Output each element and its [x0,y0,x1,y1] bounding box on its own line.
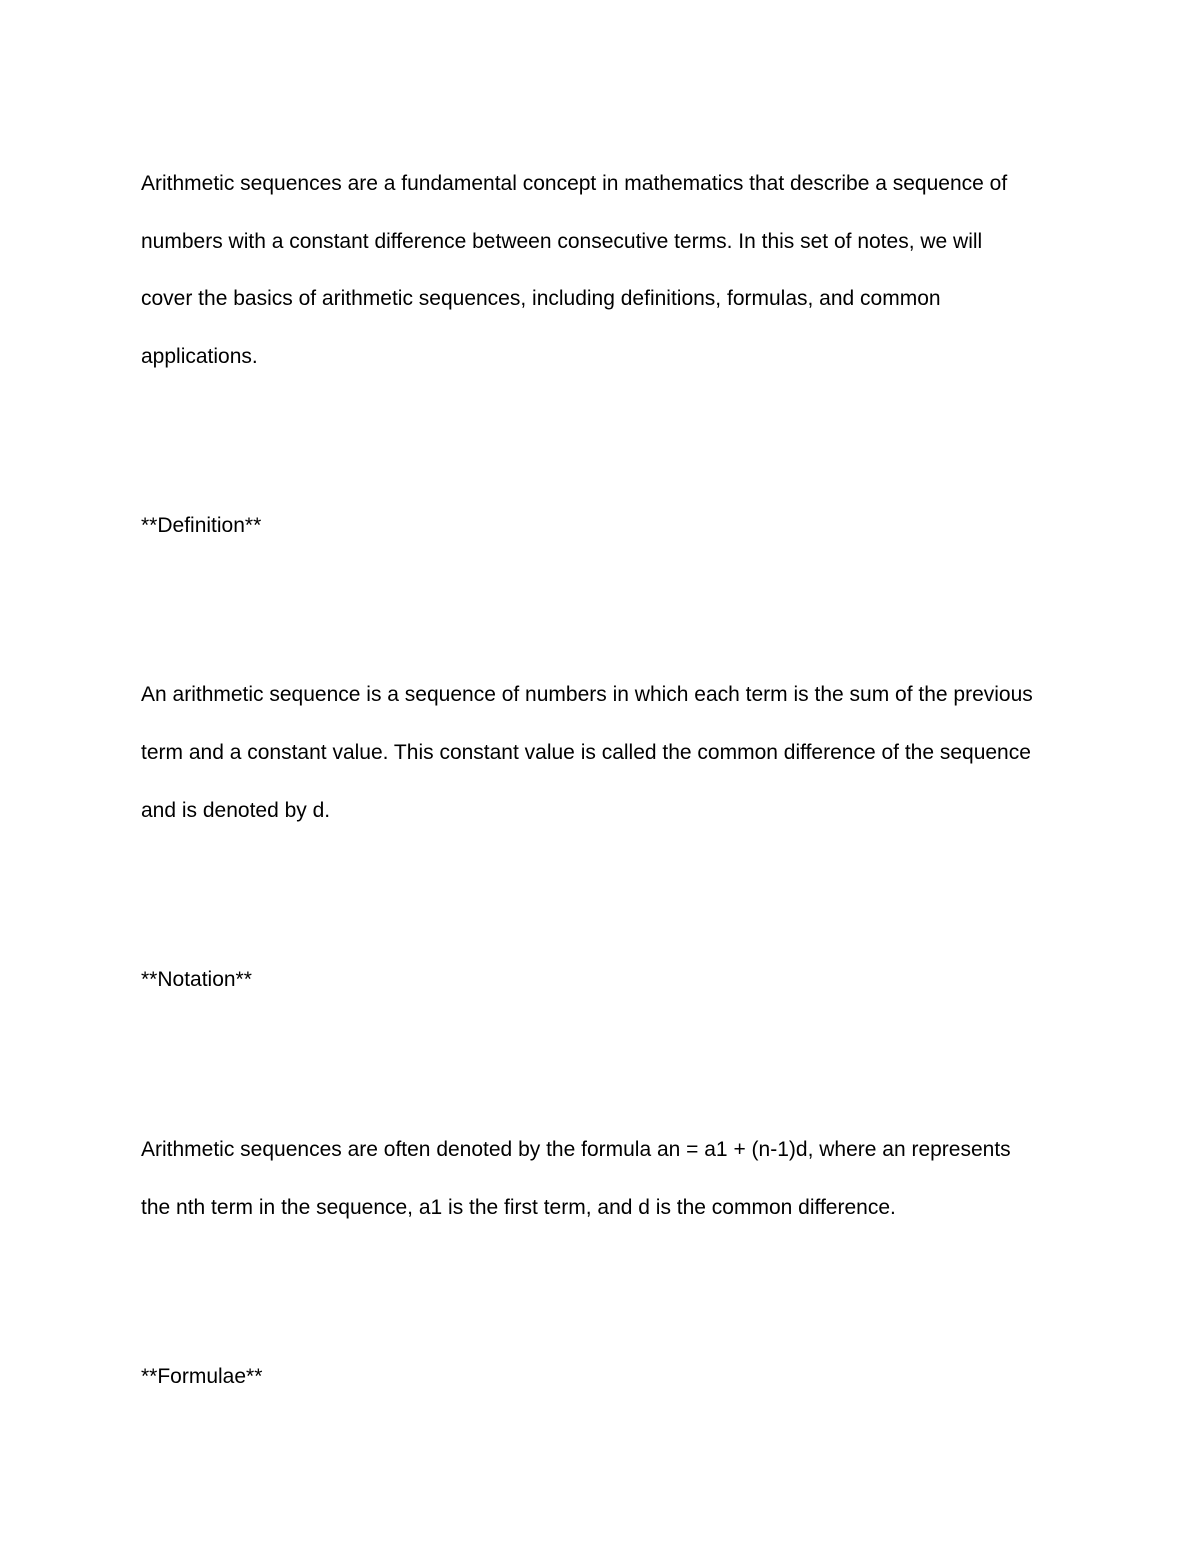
definition-line-1: An arithmetic sequence is a sequence of numbers in which each term is the sum of the previous [141,683,1033,706]
notation-line-1: Arithmetic sequences are often denoted by the formula an = a1 + (n-1)d, where an represents [141,1138,1011,1161]
intro-line-3: cover the basics of arithmetic sequences, including definitions, formulas, and common [141,287,941,310]
intro-line-1: Arithmetic sequences are a fundamental concept in mathematics that describe a sequence of [141,172,1008,195]
notation-heading: **Notation** [141,968,252,991]
formulae-heading: **Formulae** [141,1365,263,1388]
definition-line-2: term and a constant value. This constant value is called the common difference of the sequence [141,741,1031,764]
intro-line-2: numbers with a constant difference between consecutive terms. In this set of notes, we will [141,230,983,253]
intro-line-4: applications. [141,345,258,368]
notation-line-2: the nth term in the sequence, a1 is the first term, and d is the common difference. [141,1196,896,1219]
definition-heading: **Definition** [141,514,262,537]
definition-line-3: and is denoted by d. [141,799,331,822]
